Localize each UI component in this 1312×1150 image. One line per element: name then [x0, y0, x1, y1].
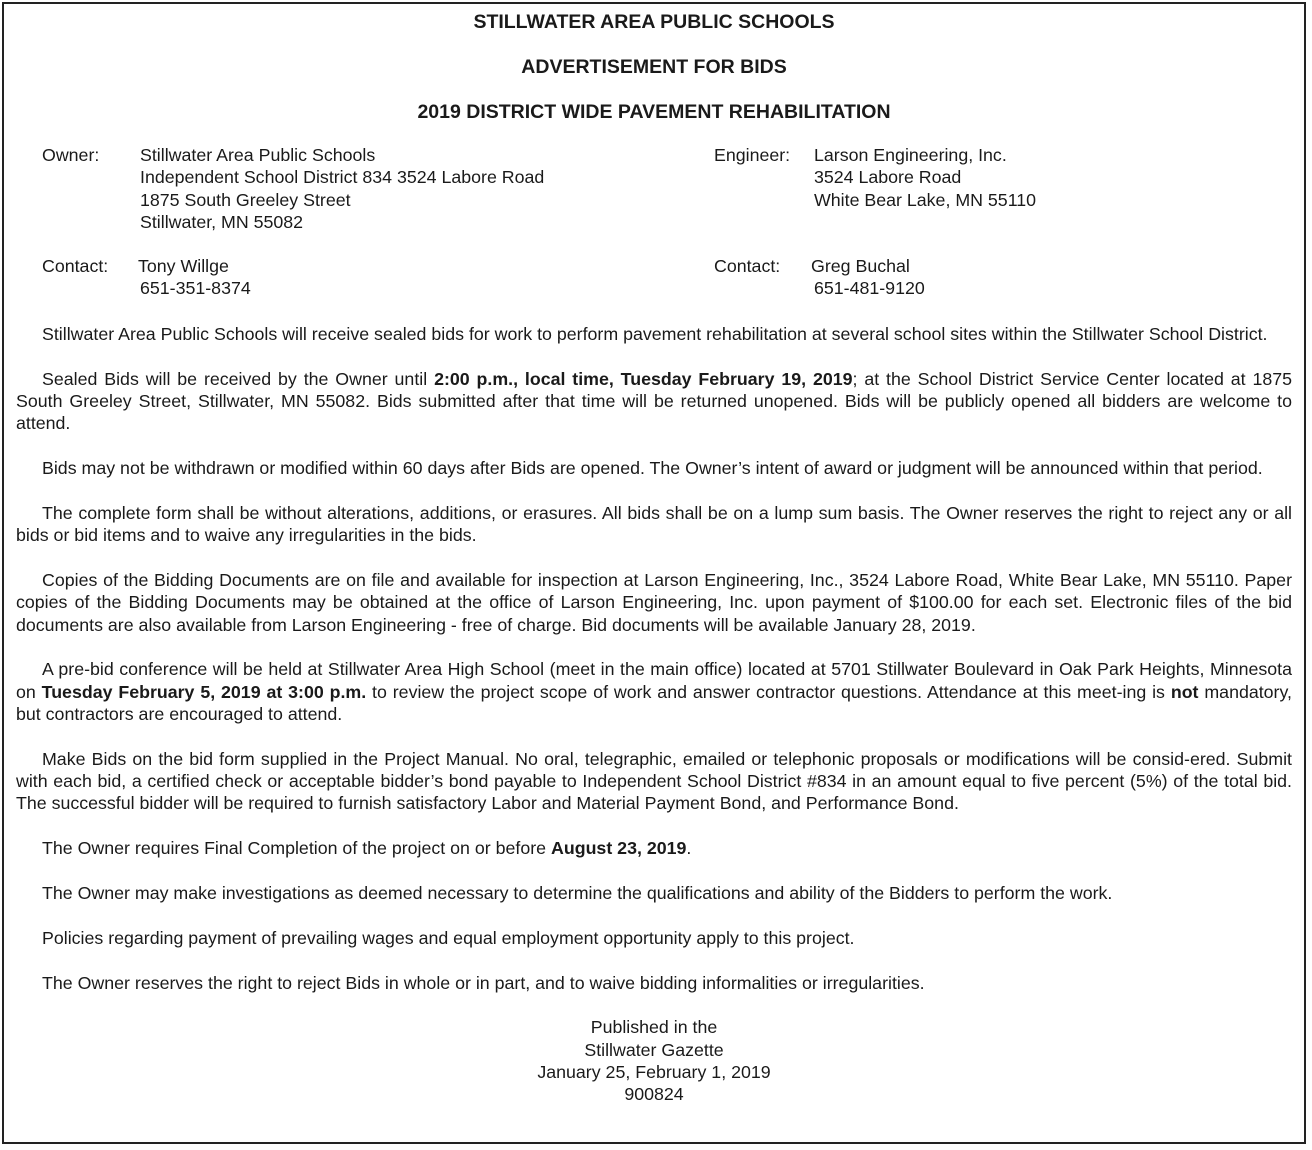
- engineer-contact-phone: 651-481-9120: [814, 278, 925, 299]
- advertisement-content: [16, 10, 1292, 1106]
- conference-date-text: Tuesday February 5, 2019 at 3:00 p.m.: [41, 681, 367, 702]
- owner-label: Owner:: [42, 145, 100, 165]
- text-run: The Owner requires Final Completion of the project on or before: [42, 838, 551, 859]
- paragraph-withdrawal: Bids may not be withdrawn or modified within 60 days after Bids are opened. The Owner’s intent of award or judgment will be announced within that period.: [42, 458, 1263, 479]
- paragraph-pre-bid-conference: [16, 658, 1292, 725]
- paragraph-policies: Policies regarding payment of prevailing wages and equal employment opportunity apply to this project.: [42, 927, 855, 948]
- engineer-address: [814, 144, 1036, 211]
- paragraph-form-rules: The complete form shall be without alterations, additions, or erasures. All bids shall be on a lump sum basis. The Owner reserves the right to reject any or all bids or bid items and to waive any irregularities in the bids.: [16, 502, 1292, 546]
- text-run: Sealed Bids will be received by the Owner until: [42, 368, 435, 389]
- publication-dates: January 25, February 1, 2019: [537, 1062, 771, 1083]
- paragraph-bidding-documents: Copies of the Bidding Documents are on file and available for inspection at Larson Engineering, Inc., 3524 Labore Road, White Bear Lake, MN 55110. Paper copies of the Bidding Documents may be obtained at the office of Larson Engineering, Inc. upon payment of $100.00 for each set. Electronic files of the bid documents are also available from Larson Engineering - free of charge. Bid documents will be available January 28, 2019.: [16, 570, 1292, 635]
- owner-line: Stillwater, MN 55082: [140, 211, 304, 232]
- owner-contact-name: Tony Willge: [138, 256, 229, 276]
- completion-date-text: August 23, 2019: [551, 838, 687, 859]
- owner-line: Stillwater Area Public Schools: [140, 145, 376, 165]
- engineer-label: Engineer:: [714, 145, 791, 165]
- header-project-name: 2019 DISTRICT WIDE PAVEMENT REHABILITATION: [417, 101, 891, 123]
- text-run: A pre-bid conference will be held at Stillwater Area High School (meet in the main office) located at 5701 Stillwater Boulevard in Oak Park Heights, Minnesota on: [16, 659, 1292, 702]
- owner-line: 1875 South Greeley Street: [140, 189, 351, 210]
- text-run: mandatory, but contractors are encouraged to attend.: [16, 681, 1292, 725]
- owner-address: [140, 144, 544, 233]
- paragraph-reject-rights: The Owner reserves the right to reject Bids in whole or in part, and to waive bidding informalities or irregularities.: [42, 972, 925, 993]
- paragraph-bid-form: Make Bids on the bid form supplied in the Project Manual. No oral, telegraphic, emailed or telephonic proposals or modifications will be consid-ered. Submit with each bid, a certified check or acceptable bidder’s bond payable to Independent School District #834 in an amount equal to five percent (5%) of the total bid. The successful bidder will be required to furnish satisfactory Labor and Material Payment Bond, and Performance Bond.: [16, 748, 1292, 814]
- publication-newspaper: Stillwater Gazette: [584, 1039, 724, 1060]
- publication-line: Published in the: [590, 1017, 718, 1038]
- not-emphasis: not: [1170, 681, 1199, 702]
- owner-contact-phone: 651-351-8374: [140, 278, 251, 299]
- advertisement-frame: [2, 2, 1306, 1144]
- header-ad-type: ADVERTISEMENT FOR BIDS: [521, 56, 787, 78]
- text-run: to review the project scope of work and answer contractor questions. Attendance at this meet-ing is: [366, 681, 1171, 702]
- bid-deadline-text: 2:00 p.m., local time, Tuesday February 19, 2019: [434, 368, 853, 389]
- paragraph-completion: [16, 837, 1292, 859]
- paragraph-bid-deadline: [16, 368, 1292, 435]
- paragraph-investigations: The Owner may make investigations as deemed necessary to determine the qualifications and ability of the Bidders to perform the work.: [42, 883, 1113, 904]
- engineer-contact-name: Greg Buchal: [811, 256, 910, 276]
- header-school-name: STILLWATER AREA PUBLIC SCHOOLS: [473, 11, 835, 33]
- publication-number: 900824: [624, 1084, 684, 1105]
- publication-info: [16, 1016, 1292, 1105]
- engineer-contact-label: Contact:: [714, 256, 781, 276]
- contact-block: [16, 255, 1292, 300]
- owner-line: Independent School District 834 3524 Labore Road: [140, 167, 545, 188]
- owner-engineer-block: [16, 144, 1292, 234]
- paragraph-intro: Stillwater Area Public Schools will receive sealed bids for work to perform pavement rehabilitation at several school sites within the Stillwater School District.: [42, 324, 1268, 344]
- engineer-line: 3524 Labore Road: [814, 167, 962, 188]
- engineer-line: Larson Engineering, Inc.: [814, 145, 1007, 165]
- text-run: ; at the School District Service Center located at 1875 South Greeley Street, Stillwater, MN 55082. Bids submitted after that time will be returned unopened. Bids will be publicly opened all bidders are welcome to attend.: [16, 368, 1293, 434]
- text-run: .: [686, 838, 692, 859]
- owner-contact-label: Contact:: [42, 256, 109, 276]
- owner-contact: [138, 255, 251, 300]
- engineer-line: White Bear Lake, MN 55110: [814, 189, 1037, 210]
- engineer-contact: [811, 255, 925, 300]
